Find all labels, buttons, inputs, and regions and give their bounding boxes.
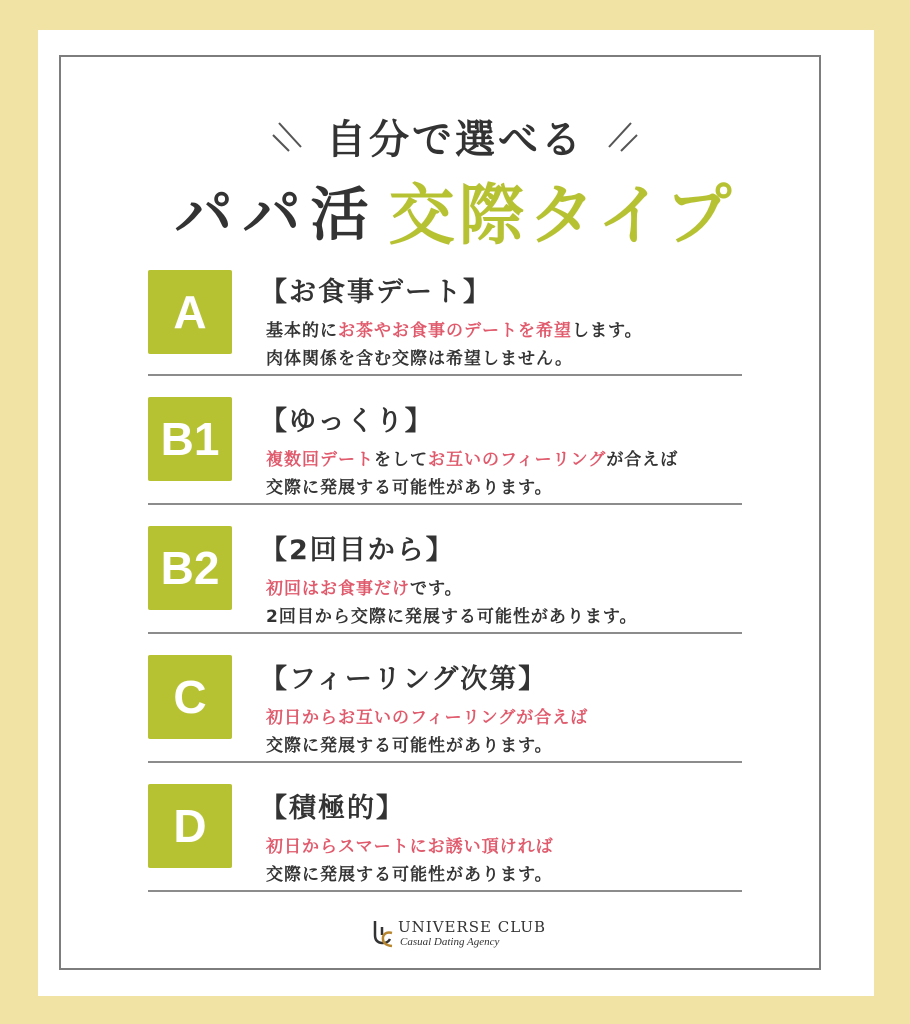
- type-description-line1: [266, 316, 643, 341]
- type-description-line2: [266, 860, 553, 885]
- type-description-line2: [266, 602, 637, 627]
- type-heading: 【2回目から】: [260, 535, 455, 566]
- type-badge: D: [148, 784, 232, 868]
- type-section: [148, 397, 742, 507]
- logo-tagline: Casual Dating Agency: [400, 936, 500, 948]
- section-divider: [148, 632, 742, 634]
- section-divider: [148, 374, 742, 376]
- highlight-text: お互いのフィーリング: [428, 450, 607, 470]
- title-line-2: [0, 162, 910, 257]
- type-badge: B2: [148, 526, 232, 610]
- type-section: [148, 526, 742, 636]
- body-text: します。: [572, 321, 643, 341]
- universe-club-logo: [372, 917, 552, 951]
- type-description-line1: [266, 703, 588, 728]
- right-sparkle-decoration: [599, 117, 639, 157]
- left-sparkle-decoration: [271, 117, 311, 157]
- body-text: 交際に発展する可能性があります。: [266, 865, 553, 885]
- body-text: 肉体関係を含む交際は希望しません。: [266, 349, 574, 369]
- highlight-text: 初日からスマートにお誘い頂ければ: [266, 837, 554, 857]
- type-description-line2: [266, 473, 553, 498]
- type-heading: 【積極的】: [260, 793, 405, 824]
- type-section: [148, 784, 742, 894]
- type-description-line1: [266, 445, 678, 470]
- highlight-text: 初回はお食事だけ: [266, 579, 410, 599]
- logo-name: UNIVERSE CLUB: [398, 918, 547, 936]
- type-badge: A: [148, 270, 232, 354]
- section-divider: [148, 890, 742, 892]
- section-divider: [148, 503, 742, 505]
- type-description-line1: [266, 832, 554, 857]
- type-heading: 【ゆっくり】: [260, 406, 434, 437]
- body-text: 交際に発展する可能性があります。: [266, 736, 553, 756]
- body-text: が合えば: [606, 450, 679, 470]
- type-badge: B1: [148, 397, 232, 481]
- title-main-dark: パパ活: [174, 180, 379, 249]
- type-description-line2: [266, 731, 553, 756]
- highlight-text: お茶やお食事のデートを希望: [338, 321, 572, 341]
- type-description-line1: [266, 574, 463, 599]
- body-text: 2回目から交際に発展する可能性があります。: [266, 607, 638, 627]
- type-badge: C: [148, 655, 232, 739]
- section-divider: [148, 761, 742, 763]
- type-heading: 【お食事デート】: [260, 277, 492, 308]
- title-main-accent: 交際タイプ: [388, 177, 736, 254]
- type-section: [148, 655, 742, 765]
- body-text: 交際に発展する可能性があります。: [266, 478, 553, 498]
- logo-mark-icon: [372, 919, 394, 949]
- highlight-text: 複数回デート: [266, 450, 374, 470]
- highlight-text: 初日からお互いのフィーリングが合えば: [266, 708, 589, 728]
- title-subtitle: 自分で選べる: [326, 117, 584, 163]
- type-heading: 【フィーリング次第】: [260, 664, 548, 695]
- body-text: 基本的に: [266, 321, 338, 341]
- body-text: をして: [374, 450, 428, 470]
- body-text: です。: [410, 579, 463, 599]
- type-description-line2: [266, 344, 573, 369]
- title-line-1: [0, 108, 910, 165]
- type-section: [148, 268, 742, 378]
